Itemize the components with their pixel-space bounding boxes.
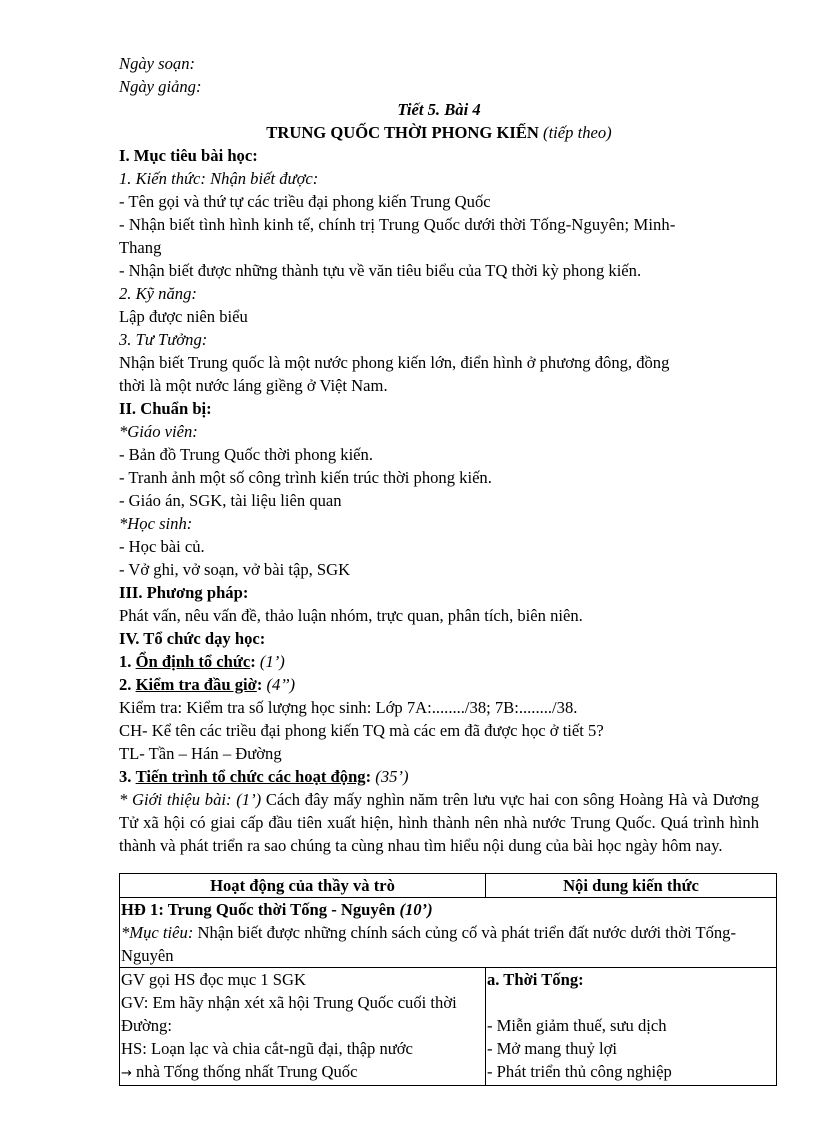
activity-title-row (120, 898, 777, 968)
check-number: 2. (119, 675, 132, 694)
activity-title: HĐ 1: Trung Quốc thời Tống - Nguyên (121, 900, 396, 919)
lesson-plan-page (119, 52, 759, 857)
teacher-student-cell (120, 968, 486, 1086)
table-row: HS: Loạn lạc và chia cắt-ngũ đại, thập nước (121, 1039, 413, 1058)
progress-line: 3. Tiến trình tổ chức các hoạt động: (35’) (119, 767, 409, 786)
method-text: Phát vấn, nêu vấn đề, thảo luận nhóm, trực quan, phân tích, biên niên. (119, 606, 583, 625)
teaching-date-label: Ngày giảng: (119, 77, 202, 96)
student-item: - Học bài củ. (119, 537, 205, 556)
prep-date-label: Ngày soạn: (119, 54, 196, 73)
lesson-title-suffix: (tiếp theo) (543, 123, 612, 142)
teacher-label: *Giáo viên: (119, 422, 198, 441)
activity-detail-row (120, 968, 777, 1086)
knowledge-label: 1. Kiến thức: Nhận biết được: (119, 169, 319, 188)
list-item: - Mở mang thuỷ lợi (487, 1039, 618, 1058)
teacher-item: - Giáo án, SGK, tài liệu liên quan (119, 491, 342, 510)
activity-time: (10’) (399, 900, 433, 919)
organization-heading: IV. Tổ chức dạy học: (119, 629, 266, 648)
introduction-text: Cách đây mấy nghìn năm trên lưu vực hai con sông Hoàng Hà và Dương Tử xã hội có giai cấp đầu tiên xuất hiện, hình thành nên nhà nước Trung Quốc. Quá trình hình thành và phát triển ra sao chúng ta cùng nhau tìm hiểu nội dung của bài học ngày hôm nay. (119, 790, 759, 855)
check-detail: Kiểm tra: Kiểm tra số lượng học sinh: Lớp 7A:......../38; 7B:......../38. (119, 698, 578, 717)
introduction-paragraph (119, 788, 759, 857)
right-arrow-icon: → (121, 1066, 132, 1081)
knowledge-item: - Nhận biết được những thành tựu về văn tiêu biểu của TQ thời kỳ phong kiến. (119, 261, 642, 280)
skills-label: 2. Kỹ năng: (119, 284, 197, 303)
check-line: 2. Kiểm tra đầu giờ: (4’’) (119, 675, 296, 694)
lesson-title (119, 121, 759, 144)
list-item: - Phát triển thủ công nghiệp (487, 1062, 672, 1081)
teacher-item: - Bản đồ Trung Quốc thời phong kiến. (119, 445, 373, 464)
answer-line: TL- Tần – Hán – Đường (119, 744, 282, 763)
objectives-heading: I. Mục tiêu bài học: (119, 146, 258, 165)
lesson-number: Tiết 5. Bài 4 (397, 100, 481, 119)
progress-number: 3. (119, 767, 132, 786)
lesson-title-main: TRUNG QUỐC THỜI PHONG KIẾN (266, 123, 539, 142)
stabilize-label: Ổn định tổ chức (135, 652, 251, 671)
activity-title-cell (120, 898, 777, 968)
activity-objective (121, 921, 775, 967)
song-dynasty-heading: a. Thời Tống: (487, 970, 584, 989)
progress-label: Tiến trình tổ chức các hoạt động (135, 767, 366, 786)
teacher-item: - Tranh ảnh một số công trình kiến trúc thời phong kiến. (119, 468, 492, 487)
col-activities-header: Hoạt động của thầy và trò (120, 874, 486, 898)
stabilize-time: (1’) (259, 652, 285, 671)
table-row: GV: Em hãy nhận xét xã hội Trung Quốc cuối thời Đường: (121, 993, 457, 1035)
knowledge-item: Thang (119, 238, 162, 257)
student-label: *Học sinh: (119, 514, 193, 533)
knowledge-item: - Tên gọi và thứ tự các triều đại phong kiến Trung Quốc (119, 192, 491, 211)
check-time: (4’’) (266, 675, 296, 694)
introduction-label: * Giới thiệu bài: (1’) (119, 790, 262, 809)
table-row-text: nhà Tống thống nhất Trung Quốc (131, 1062, 358, 1081)
table-row (121, 1060, 484, 1085)
table-row: GV gọi HS đọc mục 1 SGK (121, 970, 306, 989)
table-header-row (120, 874, 777, 898)
attitude-text-line1: Nhận biết Trung quốc là một nước phong kiến lớn, điển hình ở phương đông, đồng (119, 353, 670, 372)
activity-table (119, 873, 777, 1086)
stabilize-number: 1. (119, 652, 132, 671)
attitude-label: 3. Tư Tưởng: (119, 330, 208, 349)
check-label: Kiểm tra đầu giờ (135, 675, 257, 694)
stabilize-line: 1. Ổn định tổ chức: (1’) (119, 652, 285, 671)
method-heading: III. Phương pháp: (119, 583, 249, 602)
col-content-header: Nội dung kiến thức (486, 874, 777, 898)
progress-time: (35’) (375, 767, 409, 786)
student-item: - Vở ghi, vở soạn, vở bài tập, SGK (119, 560, 351, 579)
question-line: CH- Kể tên các triều đại phong kiến TQ mà các em đã được học ở tiết 5? (119, 721, 604, 740)
knowledge-item: - Nhận biết tình hình kinh tế, chính trị Trung Quốc dưới thời Tống-Nguyên; Minh- (119, 215, 676, 234)
knowledge-content-cell (486, 968, 777, 1086)
activity-objective-label: *Mục tiêu: (121, 923, 194, 942)
attitude-text-line2: thời là một nước láng giềng ở Việt Nam. (119, 376, 388, 395)
skills-text: Lập được niên biểu (119, 307, 248, 326)
list-item: - Miễn giảm thuế, sưu dịch (487, 1016, 667, 1035)
preparation-heading: II. Chuẩn bị: (119, 399, 212, 418)
activity-objective-text: Nhận biết được những chính sách củng cố và phát triển đất nước dưới thời Tống-Nguyên (121, 923, 736, 965)
